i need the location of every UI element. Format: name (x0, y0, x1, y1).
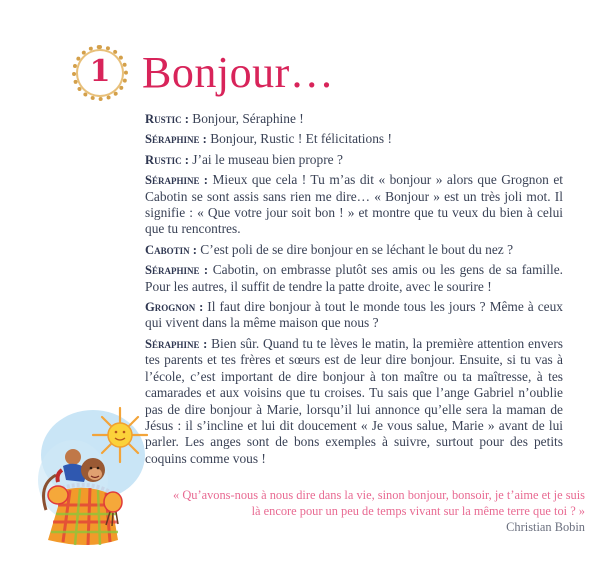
dialogue-text: Cabotin, on embrasse plutôt ses amis ou les gens de sa famille. Pour les autres, il suffit de tendre la patte droite, avec le sourire ! (145, 262, 563, 294)
speaker-name: Rustic : (145, 112, 189, 126)
speaker-name: Grognon : (145, 300, 204, 315)
quote-block (165, 487, 585, 535)
dialogue-line (145, 172, 563, 238)
quote-text: « Qu’avons-nous à nous dire dans la vie, sinon bonjour, bonsoir, je t’aime et je suis là encore pour un peu de temps vivant sur la même terre que toi ? » (173, 488, 585, 518)
page-title: Bonjour… (142, 48, 335, 97)
dialogue-line (145, 262, 563, 295)
dialogue-line (145, 299, 563, 332)
dialogue-text: Il faut dire bonjour à tout le monde tous les jours ? Même à ceux qui vivent dans la même maison que nous ? (145, 299, 564, 331)
dialogue-line (145, 336, 563, 467)
speaker-name: Séraphine : (145, 336, 208, 351)
illustration-image (18, 400, 148, 550)
dialogue-block (145, 111, 563, 471)
dialogue-text: J’ai le museau bien propre ? (188, 151, 343, 167)
chapter-header (72, 45, 334, 101)
speaker-name: Rustic : (145, 152, 189, 167)
speaker-name: Cabotin : (145, 242, 197, 257)
dialogue-text: Bien sûr. Quand tu te lèves le matin, la première attention envers tes parents et tes frères et sœurs est de leur dire bonjour. Ensuite, si tu vas à l’école, c’est important de dire bonjour à ton maître ou ta maîtresse, à tes camarades et aux voisins que tu croises. Tu sais que l’ange Gabriel n’oublie pas de dire bonjour à Marie, lorsqu’il lui annonce qu’elle sera la maman de Jésus : il s’incline et lui dit doucement « Je vous salue, Marie » avant de lui parler. Les anges sont de bons exemples à suivre, surtout pour des petits coquins comme vous ! (145, 335, 564, 466)
dialogue-text: Mieux que cela ! Tu m’as dit « bonjour » alors que Grognon et Cabotin se sont assis sans rien me dire… « Bonjour » est un très joli mot. Il signifie : « Que votre jour soit bon ! » et montre que tu veux du bien à celui que tu rencontres. (145, 172, 563, 237)
chapter-number-badge (72, 45, 128, 101)
dialogue-line (145, 131, 563, 147)
chapter-number: 1 (89, 54, 111, 89)
quote-author: Christian Bobin (506, 520, 585, 534)
speaker-name: Séraphine : (145, 173, 208, 188)
dialogue-text: Bonjour, Séraphine ! (188, 111, 304, 126)
illustration-monkey-sun (18, 400, 148, 550)
dialogue-line (145, 242, 563, 258)
dialogue-line (145, 111, 563, 127)
speaker-name: Séraphine : (145, 132, 207, 147)
speaker-name: Séraphine : (145, 263, 209, 278)
dialogue-line (145, 152, 563, 168)
dialogue-text: Bonjour, Rustic ! Et félicitations ! (206, 131, 392, 147)
dialogue-text: C’est poli de se dire bonjour en se léchant le bout du nez ? (196, 241, 514, 257)
